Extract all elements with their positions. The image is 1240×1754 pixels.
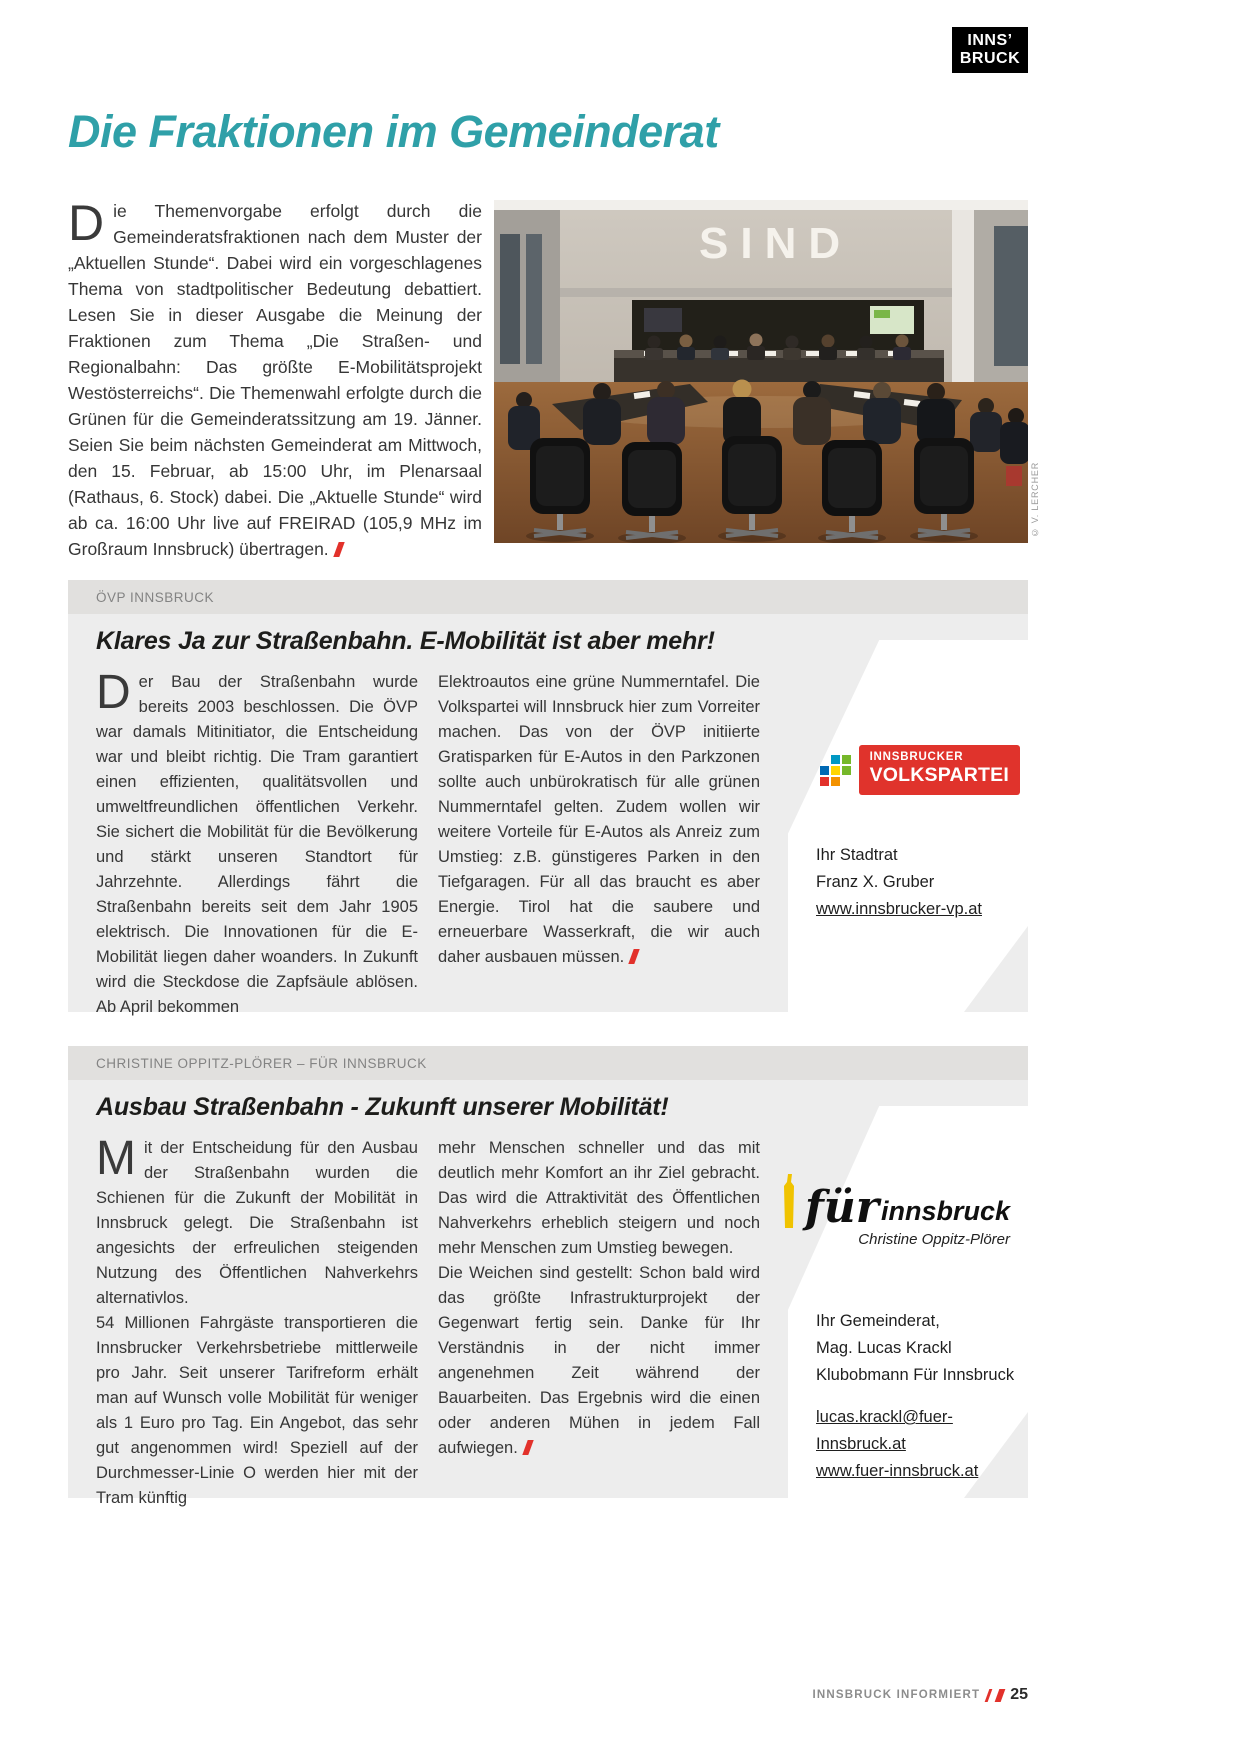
- oevp-col1-text: er Bau der Straßenbahn wurde bereits 2003 beschlossen. Die ÖVP war damals Mitinitiator, die Entscheidung war und bleibt richtig. Die Tram garantiert einen effizienten, qualitätsvollen und umweltfreundlichen öffentlichen Verkehr. Sie sichert die Mobilität für die Bevölkerung und stärkt unseren Standtort für Jahrzehnte. Allerdings fährt die Straßenbahn bereits seit dem Jahr 1905 elektrisch. Die Innovationen für die E-Mobilität liegen daher woanders. In Zukunft wird die Steckdose die Zapfsäule ablösen. Ab April bekommen: [96, 673, 418, 1016]
- intro-paragraph: [68, 195, 482, 562]
- fi-contact-line-3: Klubobmann Für Innsbruck: [816, 1366, 1015, 1384]
- oevp-website-link[interactable]: www.innsbrucker-vp.at: [816, 900, 982, 918]
- section-fuer-innsbruck: [68, 1046, 1028, 1507]
- fi-website-link[interactable]: www.fuer-innsbruck.at: [816, 1462, 979, 1480]
- fuer-innsbruck-logo: [779, 1174, 1010, 1248]
- oevp-logo-line-2: VOLKSPARTEI: [869, 764, 1009, 786]
- contact-oevp: [816, 842, 982, 923]
- kicker-oevp: ÖVP INNSBRUCK: [68, 580, 1028, 614]
- oevp-col2-text: Elektroautos eine grüne Nummerntafel. Die Volkspartei will Innsbruck hier zum Vorreiter machen. Das von der ÖVP initiierte Gratisparken für E-Autos in den Parkzonen sollte auch unbürokratisch für alle grünen Nummerntafel gelten. Zudem wollen wir weitere Vorteile für E-Autos als Anreiz zum Umstieg: z.B. günstigeres Parken in den Tiefgaragen. Für all das braucht es aber Energie. Tirol hat die saubere und erneuerbare Wasserkraft, die wir auch daher ausbauen müssen.: [438, 673, 760, 966]
- article-end-mark-icon: [628, 949, 639, 964]
- fi-logo-word-fuer: für: [804, 1182, 879, 1233]
- footer-mark-thick-icon: [995, 1689, 1006, 1702]
- footer-mark-thin-icon: [985, 1689, 993, 1702]
- oevp-side-panel: [788, 640, 1028, 1012]
- council-meeting-photo: [494, 200, 1028, 543]
- page-footer: [812, 1686, 1028, 1704]
- oevp-contact-name: Franz X. Gruber: [816, 873, 935, 891]
- fuer-innsbruck-gold-icon: [779, 1174, 801, 1230]
- headline-oevp: Klares Ja zur Straßenbahn. E-Mobilität ist aber mehr!: [96, 627, 715, 655]
- fi-contact-line-1: Ihr Gemeinderat,: [816, 1312, 940, 1330]
- council-meeting-photo-illustration: [494, 200, 1028, 543]
- footer-label: INNSBRUCK INFORMIERT: [812, 1689, 981, 1701]
- intro-text: ie Themenvorgabe erfolgt durch die Gemeinderatsfraktionen nach dem Muster der „Aktuellen Stunde“. Dabei wird ein vorgeschlagenes Thema von stadtpolitischer Bedeutung debattiert. Lesen Sie in dieser Ausgabe die Meinung der Fraktionen zum Thema „Die Straßen- und Regionalbahn: Das größte E-Mobilitätsprojekt Westösterreichs“. Die Themenwahl erfolgte durch die Grünen für die Gemeinderatssitzung am 19. Jänner. Seien Sie beim nächsten Gemeinderat am Mittwoch, den 15. Februar, ab 15:00 Uhr, im Plenarsaal (Rathaus, 6. Stock) dabei. Die „Aktuelle Stunde“ wird ab ca. 16:00 Uhr live auf FREIRAD (105,9 MHz im Großraum Innsbruck) übertragen.: [68, 201, 482, 559]
- fi-col1-p2: 54 Millionen Fahrgäste transportieren die Innsbrucker Verkehrsbetriebe mittlerweile pro Jahr. Seit unserer Tarifreform erhält man auf Wunsch volle Mobilität für weniger als 1 Euro pro Tag. Ein Angebot, das sehr gut angenommen wird! Speziell auf der Durchmesser-Linie O werden hier mit der Tram künftig: [96, 1314, 418, 1507]
- fi-col2-p2-wrap: [438, 1261, 760, 1461]
- intro-dropcap: D: [68, 195, 105, 251]
- ovp-logo-mosaic: [820, 755, 851, 786]
- fi-contact-line-2: Mag. Lucas Krackl: [816, 1339, 952, 1357]
- oevp-columns: [96, 666, 760, 1020]
- oevp-dropcap: D: [96, 666, 131, 719]
- photo-credit: © V. LERCHER: [1030, 462, 1040, 538]
- fi-col1-p1: it der Entscheidung für den Ausbau der Straßenbahn wurden die Schienen für die Zukunft der Mobilität in Innsbruck gelegt. Die Straßenbahn ist angesichts der erfreulichen steigenden Nutzung des Öffentlichen Nahverkehrs alternativlos.: [96, 1139, 418, 1307]
- oevp-party-logo: [820, 745, 1020, 795]
- contact-fuer-innsbruck: [816, 1308, 1014, 1389]
- photo-wall-text: SIND: [699, 219, 853, 268]
- fi-columns: [96, 1132, 760, 1511]
- fi-dropcap: M: [96, 1132, 136, 1185]
- kicker-fuer-innsbruck: CHRISTINE OPPITZ-PLÖRER – FÜR INNSBRUCK: [68, 1046, 1028, 1080]
- fi-col2-p2: Die Weichen sind gestellt: Schon bald wird das größte Infrastrukturprojekt der Gegenwart fertig sein. Danke für Ihr Verständnis in der nicht immer angenehmen Zeit während der Bauarbeiten. Das Ergebnis wird die einen oder anderen Mühen in jedem Fall aufwiegen.: [438, 1264, 760, 1457]
- logo-line-2: BRUCK: [959, 50, 1021, 67]
- oevp-column-1: [96, 666, 418, 1020]
- fi-col2-p1: mehr Menschen schneller und das mit deutlich mehr Komfort an ihr Ziel gebracht. Das wird die Attraktivität des Öffentlichen Nahverkehrs erheblich steigern und noch mehr Menschen zum Umstieg bewegen.: [438, 1139, 760, 1257]
- innsbruck-magazine-logo: [952, 27, 1028, 73]
- logo-line-1: INNS’: [967, 32, 1013, 49]
- fi-logo-word-innsbruck: innsbruck: [880, 1196, 1010, 1226]
- fuer-innsbruck-logo-row: [779, 1174, 1010, 1233]
- fi-column-1: [96, 1132, 418, 1511]
- article-end-mark-icon: [522, 1440, 533, 1455]
- fi-logo-subline: Christine Oppitz-Plörer: [858, 1231, 1010, 1248]
- oevp-logo-line-1: INNSBRUCKER: [869, 751, 964, 763]
- fi-email-link[interactable]: lucas.krackl@fuer-Innsbruck.at: [816, 1408, 953, 1453]
- fi-column-2: [438, 1136, 760, 1511]
- page-title: Die Fraktionen im Gemeinderat: [68, 106, 719, 157]
- section-oevp: [68, 580, 1028, 1016]
- page-number: 25: [1010, 1686, 1028, 1703]
- oevp-contact-role: Ihr Stadtrat: [816, 846, 898, 864]
- headline-fuer-innsbruck: Ausbau Straßenbahn - Zukunft unserer Mobilität!: [96, 1093, 669, 1121]
- contact-fuer-innsbruck-links: [816, 1404, 1028, 1485]
- oevp-column-2: [438, 670, 760, 1020]
- oevp-logo-red-box: [859, 745, 1020, 795]
- article-end-mark-icon: [333, 542, 344, 557]
